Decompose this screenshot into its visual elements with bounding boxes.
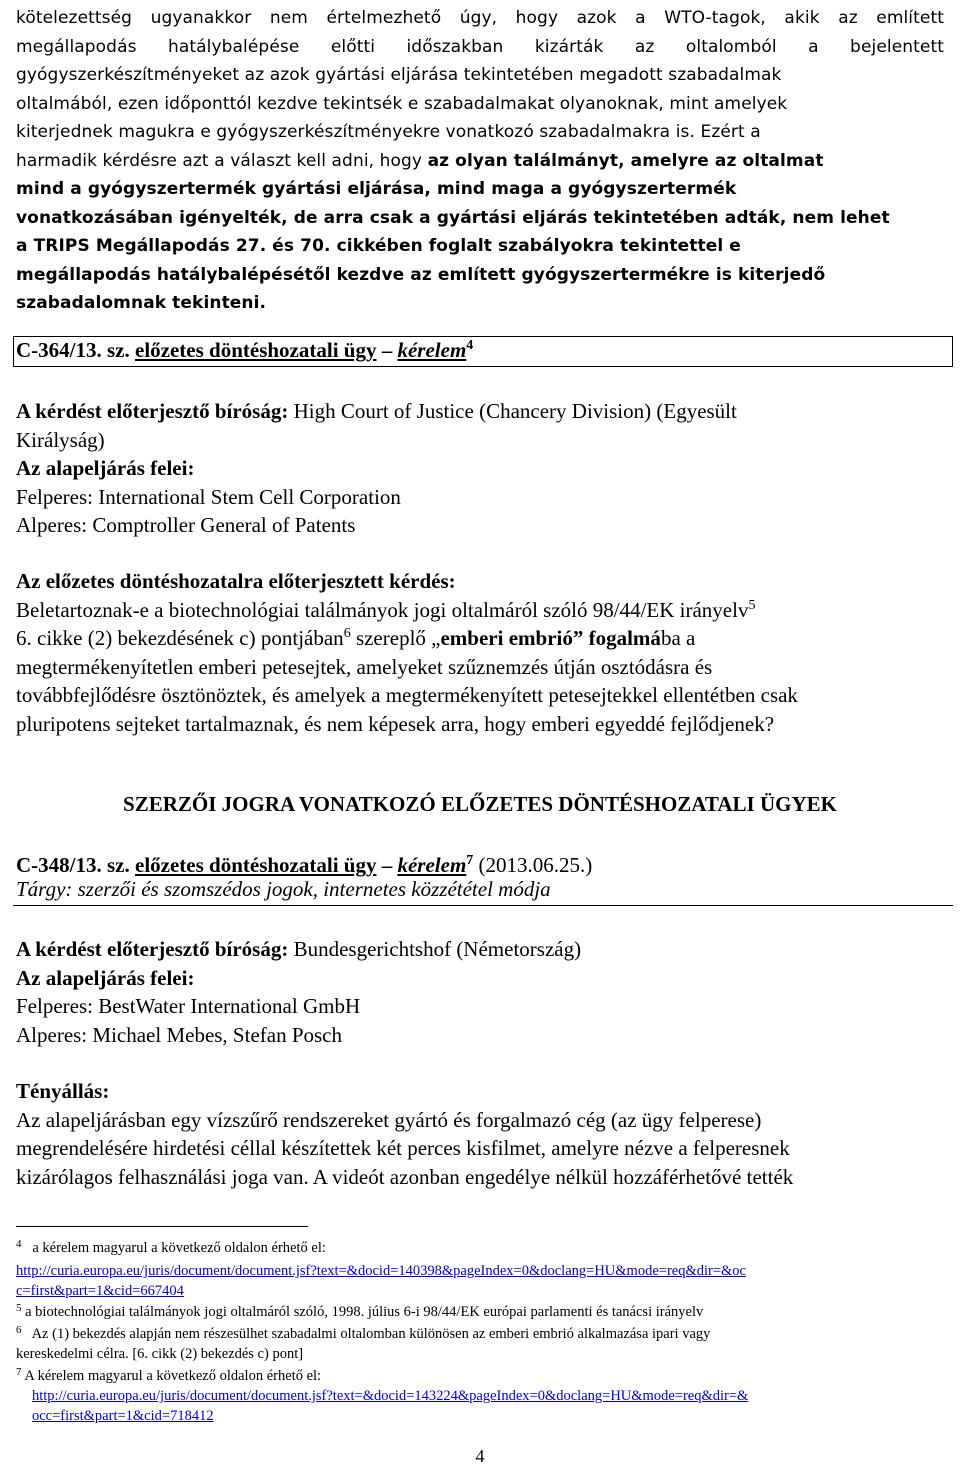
intro-bold-line: megállapodás hatálybalépésétől kezdve az említett gyógyszertermékre is kiterjedő (16, 264, 826, 285)
question-bold-text: emberi embrió” fogalmá (440, 626, 661, 650)
footnote-ref[interactable]: 7 (466, 853, 474, 868)
intro-bold-line: vonatkozásában igényelték, de arra csak a gyártási eljárás tekintetében adták, nem lehet (16, 207, 890, 228)
case-type: előzetes döntéshozatali ügy (135, 338, 377, 362)
question-label: Az előzetes döntéshozatalra előterjesztett kérdés: (16, 569, 456, 593)
court-value: High Court of Justice (Chancery Division) (Egyesült (288, 399, 737, 423)
case-kerelem: kérelem (397, 338, 467, 362)
question-text: ba a (660, 626, 696, 650)
case-date: (2013.06.25.) (473, 853, 593, 877)
divider (13, 905, 953, 906)
case-type: előzetes döntéshozatali ügy (135, 853, 377, 877)
question-text: megtermékenyítetlen emberi petesejtek, amelyeket szűznemzés útján osztódásra és (16, 654, 713, 679)
intro-line: oltalmából, ezen időponttól kezdve tekintsék e szabadalmakat olyanoknak, mint amelyek (16, 93, 788, 114)
intro-line: megállapodás hatálybalépése előtti időszakban kizárták az oltalomból a bejelentett (16, 36, 944, 57)
court-value-cont: Királyság) (16, 427, 105, 452)
page-number: 4 (475, 1446, 485, 1466)
footnote-number: 4 (16, 1238, 22, 1250)
section-title: SZERZŐI JOGRA VONATKOZÓ ELŐZETES DÖNTÉSHOZATALI ÜGYEK (123, 792, 837, 816)
plaintiff: Felperes: International Stem Cell Corporation (16, 484, 401, 509)
facts-label: Tényállás: (16, 1079, 110, 1103)
defendant: Alperes: Comptroller General of Patents (16, 513, 356, 537)
footnote-ref[interactable]: 6 (343, 626, 351, 641)
court-label: A kérdést előterjesztő bíróság: (16, 937, 289, 961)
case-dash: – (376, 853, 398, 877)
question-text: szereplő „ (350, 626, 441, 650)
footnote-text: kereskedelmi célra. [6. cikk (2) bekezdés c) pont] (16, 1346, 304, 1362)
case-heading (16, 338, 473, 363)
case1-question (16, 567, 944, 738)
footnote-link[interactable]: occ=first&part=1&cid=718412 (32, 1408, 214, 1424)
intro-bold-line: mind a gyógyszertermék gyártási eljárása, mind maga a gyógyszertermék (16, 179, 737, 199)
case-number: C-348/13. sz. (16, 853, 135, 877)
footnote-divider (16, 1226, 308, 1227)
case-subject: Tárgy: szerzői és szomszédos jogok, internetes közzététel módja (16, 877, 551, 901)
footnote-5 (16, 1302, 946, 1322)
footnote-ref[interactable]: 5 (748, 597, 756, 613)
facts-text: kizárólagos felhasználási joga van. A videót azonban engedélye nélkül hozzáférhetővé tették (16, 1164, 794, 1189)
intro-line: kötelezettség ugyanakkor nem értelmezhető úgy, hogy azok a WTO-tagok, akik az említett (16, 8, 944, 28)
case1-court (16, 397, 944, 540)
court-value: Bundesgerichtshof (Németország) (288, 937, 582, 961)
footnote-text: a biotechnológiai találmányok jogi oltalmáról szóló, 1998. július 6-i 98/44/EK európai parlamenti és tanácsi irányelv (25, 1304, 704, 1320)
footnote-text: a kérelem magyarul a következő oldalon érhető el: (32, 1240, 326, 1256)
case2-court (16, 935, 944, 1049)
footnote-number: 5 (16, 1302, 22, 1314)
case2-facts (16, 1077, 944, 1191)
intro-bold-text: az olyan találmányt, amelyre az oltalmat (427, 150, 824, 171)
question-text: 6. cikke (2) bekezdésének c) pontjában (16, 626, 344, 650)
case-number: C-364/13. sz. (16, 338, 135, 362)
intro-line: gyógyszerkészítményeket az azok gyártási eljárása tekintetében megadott szabadalmak (16, 65, 782, 85)
footnote-link[interactable]: http://curia.europa.eu/juris/document/document.jsf?text=&docid=143224&pageIndex=0&doclang=HU&mode=req&dir=& (32, 1388, 749, 1404)
intro-text: harmadik kérdésre azt a választ kell adni, hogy (16, 150, 428, 171)
intro-paragraph (16, 4, 944, 318)
footnote-number: 7 (16, 1366, 22, 1378)
footnote-link[interactable]: c=first&part=1&cid=667404 (16, 1283, 184, 1299)
intro-bold-line: a TRIPS Megállapodás 27. és 70. cikkében foglalt szabályokra tekintettel e (16, 236, 741, 256)
facts-text: megrendelésére hirdetési céllal készítettek két perces kisfilmet, amelyre nézve a felperesnek (16, 1136, 790, 1160)
footnote-7 (16, 1366, 946, 1426)
plaintiff: Felperes: BestWater International GmbH (16, 994, 361, 1018)
parties-label: Az alapeljárás felei: (16, 456, 195, 480)
question-text: pluripotens sejteket tartalmaznak, és nem képesek arra, hogy emberi egyeddé fejlődjenek? (16, 711, 775, 736)
case-heading (16, 853, 592, 878)
case-kerelem: kérelem (397, 853, 467, 877)
footnote-text: A kérelem magyarul a következő oldalon érhető el: (24, 1368, 322, 1384)
footnote-text: Az (1) bekezdés alapján nem részesülhet szabadalmi oltalomban különösen az emberi embrió alkalmazása ipari vagy (31, 1326, 711, 1342)
footnote-4 (16, 1238, 946, 1301)
footnote-link[interactable]: http://curia.europa.eu/juris/document/document.jsf?text=&docid=140398&pageIndex=0&doclang=HU&mode=req&dir=&oc (16, 1263, 746, 1279)
parties-label: Az alapeljárás felei: (16, 965, 195, 990)
footnote-6 (16, 1324, 946, 1364)
footnote-number: 6 (16, 1324, 22, 1336)
footnote-ref[interactable]: 4 (466, 338, 474, 353)
intro-bold-line: szabadalomnak tekinteni. (16, 293, 267, 313)
question-text: Beletartoznak-e a biotechnológiai találmányok jogi oltalmáról szóló 98/44/EK irányelv (16, 597, 749, 622)
case-dash: – (376, 338, 398, 362)
court-label: A kérdést előterjesztő bíróság: (16, 399, 289, 423)
facts-text: Az alapeljárásban egy vízszűrő rendszereket gyártó és forgalmazó cég (az ügy felperese) (16, 1107, 762, 1132)
intro-line (16, 147, 944, 176)
defendant: Alperes: Michael Mebes, Stefan Posch (16, 1022, 343, 1047)
intro-line: kiterjednek magukra e gyógyszerkészítményekre vonatkozó szabadalmakra is. Ezért a (16, 122, 761, 142)
question-text: továbbfejlődésre ösztönöztek, és amelyek a megtermékenyített petesejtekkel ellentétben csak (16, 683, 798, 707)
